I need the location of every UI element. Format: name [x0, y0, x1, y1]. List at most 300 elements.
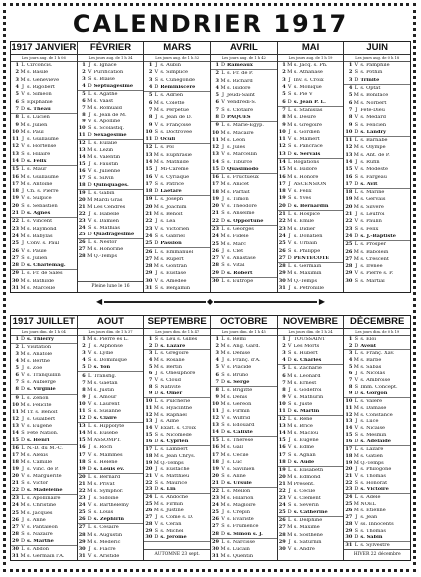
weekday-letter: M	[287, 430, 293, 437]
day-number: 18	[78, 458, 86, 465]
day-number: 21	[78, 480, 86, 487]
saint-name: s. Gontran	[160, 264, 187, 270]
day-row	[144, 62, 210, 69]
weekday-letter: D	[154, 84, 159, 91]
weekday-letter: L	[354, 446, 359, 453]
saint-name: s. Paulin	[360, 219, 382, 225]
day-number: 18	[278, 188, 286, 195]
day-number: 28	[145, 263, 153, 270]
saint-name: s. Agnès	[27, 211, 51, 217]
day-row	[278, 129, 344, 136]
weekday-letter: V	[87, 168, 92, 175]
weekday-letter: M	[353, 363, 359, 370]
saint-name: Exalt. s. Croix	[160, 425, 196, 431]
saint-name: s. Anne	[27, 517, 46, 523]
weekday-letter: J	[21, 516, 24, 523]
weekday-letter: M	[20, 552, 26, 559]
weekday-letter: M	[353, 151, 359, 158]
saint-name: s. Robert	[227, 270, 253, 276]
saint-name: s. Cloud	[160, 378, 181, 384]
saint-name: Oculi	[160, 137, 176, 143]
saint-name: s. Madeleine	[27, 488, 63, 494]
weekday-letter: V	[354, 377, 359, 384]
saint-name: s. Ignace	[93, 62, 117, 68]
day-row	[11, 84, 77, 91]
weekday-letter: D	[354, 128, 359, 135]
day-number: 3	[348, 76, 353, 83]
day-row	[344, 173, 410, 180]
weekday-letter: M	[220, 552, 226, 559]
day-row	[211, 85, 277, 92]
saint-name: s. Barthélemy	[93, 503, 129, 509]
saint-name: s. Sébastien	[27, 203, 58, 209]
day-row	[78, 98, 144, 105]
saint-name: s. Zacharie	[293, 366, 322, 372]
day-row	[278, 143, 344, 150]
weekday-letter: J	[222, 247, 225, 254]
day-number: 17	[278, 451, 286, 458]
saint-name: s. Martial	[360, 278, 385, 284]
day-number: 30	[78, 545, 86, 552]
saint-name: Q.-Temps	[360, 460, 384, 466]
saint-name: s. Etienne	[360, 508, 386, 514]
day-number: 26	[278, 517, 286, 524]
weekday-letter: J	[88, 111, 91, 118]
weekday-letter: M	[20, 69, 26, 76]
saint-name: s. Pétronille	[293, 286, 324, 292]
saint-name: s. Louis év.	[93, 466, 125, 472]
weekday-letter: J	[222, 407, 225, 414]
day-row	[11, 473, 77, 480]
weekday-letter: S	[221, 523, 225, 530]
day-number: 30	[212, 277, 220, 284]
day-number: 2	[348, 69, 353, 76]
weekday-letter: D	[87, 132, 92, 139]
day-row	[144, 343, 210, 351]
day-number: 15	[278, 437, 286, 444]
day-row	[78, 401, 144, 408]
saint-name: s. Georges	[227, 226, 254, 232]
day-row	[278, 203, 344, 211]
day-number: 16	[78, 168, 86, 175]
day-number: 21	[145, 211, 153, 218]
day-number: 14	[78, 430, 86, 437]
saint-name: s. Aubin	[160, 63, 181, 69]
day-number: 15	[78, 437, 86, 444]
day-row	[344, 77, 410, 85]
day-row	[344, 466, 410, 473]
day-row	[278, 350, 344, 357]
saint-name: s. Mathurin	[293, 394, 324, 400]
day-number: 6	[348, 370, 353, 377]
day-number: 2	[148, 69, 153, 76]
day-row	[278, 509, 344, 517]
day-row	[78, 190, 144, 197]
day-row	[11, 255, 77, 262]
day-number: 13	[78, 147, 86, 154]
day-number: 6	[215, 99, 220, 106]
day-number: 12	[78, 415, 86, 422]
saint-name: s. Firmin	[160, 501, 184, 507]
day-number: 8	[148, 114, 153, 121]
weekday-letter: V	[21, 143, 25, 150]
saint-name: s. Mammès	[93, 452, 123, 458]
weekday-letter: J	[88, 161, 91, 168]
weekday-letter: M	[220, 240, 226, 247]
weekday-letter: V	[87, 400, 92, 407]
day-number: 31	[78, 552, 86, 559]
day-number: 13	[145, 151, 153, 158]
weekday-letter: J	[355, 370, 358, 377]
weekday-letter: S	[354, 121, 359, 128]
weekday-letter: S	[287, 451, 292, 458]
day-row	[278, 430, 344, 437]
weekday-letter: D	[20, 436, 25, 443]
saint-name: Fête-Dieu	[360, 107, 385, 113]
saint-name: s. Joseph	[160, 197, 184, 203]
day-number: 15	[345, 431, 353, 438]
day-list	[278, 336, 344, 560]
day-row	[278, 452, 344, 459]
day-row	[11, 546, 77, 553]
saint-name: s. Victoire	[360, 487, 389, 493]
day-number: 15	[345, 166, 353, 173]
day-row	[344, 159, 410, 166]
day-number: 6	[15, 372, 19, 379]
day-number: 16	[278, 173, 286, 180]
day-number: 22	[78, 210, 86, 217]
saint-name: s. Avit	[360, 181, 378, 187]
day-number: 11	[212, 407, 220, 414]
day-row	[78, 524, 144, 531]
weekday-letter: V	[154, 473, 159, 479]
day-number: 29	[145, 527, 153, 534]
weekday-letter: L	[354, 241, 359, 248]
day-row	[11, 98, 77, 105]
saint-name: s. Agathe	[93, 91, 118, 97]
day-number: 26	[345, 507, 353, 514]
saint-name: s. Eugène	[27, 423, 52, 429]
day-number: 8	[15, 386, 19, 393]
weekday-letter: V	[221, 415, 225, 422]
weekday-letter: M	[287, 121, 293, 128]
day-row	[278, 247, 344, 254]
weekday-letter: S	[221, 371, 225, 378]
saint-name: Vendredi-S.	[227, 100, 257, 106]
weekday-letter: M	[287, 473, 293, 480]
day-number: 11	[145, 136, 153, 143]
weekday-letter: V	[87, 451, 92, 458]
day-number: 13	[212, 422, 220, 429]
weekday-letter: S	[287, 400, 292, 407]
day-number: 30	[12, 277, 19, 284]
weekday-letter: L	[154, 398, 158, 405]
day-number: 25	[212, 240, 220, 247]
saint-name: s. Savinien	[227, 466, 255, 472]
day-row	[78, 336, 144, 343]
day-number: 28	[212, 262, 220, 269]
weekday-letter: D	[354, 390, 359, 397]
day-number: 9	[15, 121, 19, 128]
weekday-letter: V	[21, 473, 25, 480]
saint-name: s. Evariste	[227, 517, 254, 523]
day-number: 30	[12, 545, 19, 552]
weekday-letter: M	[353, 196, 359, 203]
day-row	[278, 166, 344, 173]
saint-name: s. Jean Chrys.	[160, 453, 196, 459]
weekday-letter: J	[288, 386, 291, 393]
saint-name: s. Denise	[227, 351, 251, 357]
saint-name: s. Louis	[93, 510, 114, 516]
saint-name: s. Leufroi	[360, 212, 385, 218]
saint-name: Quasimodo	[227, 166, 259, 172]
day-row	[11, 480, 77, 487]
weekday-letter: M	[153, 263, 159, 270]
day-number: 24	[212, 233, 220, 240]
weekday-letter: V	[287, 545, 292, 552]
saint-name: s. Barbe	[360, 357, 382, 363]
day-number: 14	[145, 425, 153, 431]
weekday-letter: S	[154, 128, 159, 135]
day-number: 16	[12, 444, 19, 451]
weekday-letter: V	[21, 523, 25, 530]
weekday-letter: M	[87, 147, 93, 154]
day-number: 24	[12, 502, 19, 509]
weekday-letter: L	[288, 159, 292, 165]
day-number: 18	[12, 188, 19, 195]
month-name: JUIN	[344, 42, 410, 55]
saint-name: s. Nicaise	[360, 425, 385, 431]
day-row	[11, 240, 77, 247]
day-number: 20	[78, 473, 86, 480]
weekday-letter: V	[154, 377, 159, 384]
day-number: 3	[282, 76, 286, 83]
saint-name: s. Maximin	[293, 271, 322, 277]
day-row	[11, 166, 77, 173]
day-row	[11, 487, 77, 495]
saint-name: s. Eustache	[160, 467, 190, 473]
day-number: 30	[145, 534, 153, 541]
weekday-letter: V	[354, 520, 359, 527]
day-number: 16	[212, 174, 220, 181]
saint-name: s. Clet	[227, 248, 244, 254]
weekday-letter: S	[154, 76, 159, 83]
weekday-letter: S	[154, 527, 159, 534]
day-row	[211, 233, 277, 240]
weekday-letter: V	[354, 62, 359, 69]
day-number: 20	[345, 203, 353, 210]
weekday-letter: J	[155, 418, 158, 425]
day-number: 4	[82, 357, 86, 364]
empty-row	[278, 553, 344, 560]
empty-row	[78, 267, 144, 274]
weekday-letter: D	[87, 231, 92, 238]
empty-row	[78, 274, 144, 281]
month-name: SEPTEMBRE	[144, 316, 210, 329]
saint-name: s. Yves	[293, 196, 312, 202]
day-number: 13	[78, 423, 86, 430]
day-row	[144, 514, 210, 521]
saint-name: s. Eugène	[293, 438, 319, 444]
saint-name: s. Silvin	[93, 175, 114, 181]
weekday-letter: L	[221, 437, 225, 444]
weekday-letter: M	[220, 136, 226, 143]
weekday-letter: M	[153, 405, 159, 411]
day-row	[144, 204, 210, 211]
day-number: 8	[282, 386, 286, 393]
day-row	[78, 154, 144, 161]
saint-name: s. Bathilde	[27, 278, 54, 284]
weekday-letter: D	[221, 429, 226, 436]
day-number: 20	[278, 473, 286, 480]
day-number: 15	[145, 166, 153, 173]
day-number: 22	[278, 218, 286, 225]
saint-name: s. Apolline	[93, 119, 121, 125]
day-row	[344, 137, 410, 144]
saint-name: s. Optat	[360, 86, 381, 92]
day-row	[78, 387, 144, 394]
weekday-letter: S	[354, 225, 359, 232]
day-number: 18	[212, 188, 220, 195]
day-row	[344, 534, 410, 542]
weekday-letter: L	[88, 473, 92, 480]
saint-name: s. Amédée	[160, 278, 187, 284]
weekday-letter: M	[20, 401, 26, 408]
saint-name: s. Pie V	[293, 92, 313, 98]
day-number: 15	[78, 161, 86, 168]
day-number: 5	[148, 92, 153, 99]
day-row	[211, 523, 277, 530]
day-row	[344, 486, 410, 494]
saint-name: s. Raphaël	[160, 412, 187, 418]
day-row	[11, 188, 77, 195]
arrow-right-icon: ▶	[318, 297, 325, 306]
day-row	[344, 377, 410, 384]
day-number: 30	[278, 277, 286, 284]
day-row	[144, 226, 210, 233]
weekday-letter: S	[287, 143, 292, 150]
saint-name: s. Emmanuel	[160, 249, 194, 255]
saint-name: s. Marc	[227, 241, 247, 247]
day-number: 24	[278, 502, 286, 509]
saint-name: s. Jules	[227, 145, 246, 151]
day-row	[11, 247, 77, 254]
second-half-year	[10, 315, 411, 561]
weekday-letter: D	[154, 486, 159, 493]
day-row	[144, 84, 210, 92]
day-number: 18	[345, 452, 353, 459]
day-row	[344, 391, 410, 399]
day-row	[11, 423, 77, 430]
day-row	[144, 460, 210, 467]
weekday-letter: M	[153, 459, 159, 466]
saint-name: s. Sabin	[360, 535, 383, 541]
day-number: 3	[215, 350, 220, 357]
day-number: 28	[12, 530, 19, 537]
day-row	[211, 343, 277, 350]
day-row	[144, 439, 210, 447]
day-number: 27	[145, 514, 153, 521]
weekday-letter: L	[88, 524, 92, 531]
saint-name: s. Maclou	[293, 431, 319, 437]
day-row	[78, 112, 144, 119]
day-number: 23	[278, 225, 286, 232]
weekday-letter: M	[220, 495, 226, 502]
weekday-letter: S	[221, 262, 225, 269]
weekday-letter: M	[353, 405, 359, 411]
saint-name: s. Joachim	[160, 204, 187, 210]
day-row	[344, 542, 410, 549]
weekday-letter: J	[155, 270, 158, 277]
day-number: 4	[15, 84, 19, 91]
weekday-letter: M	[20, 128, 26, 135]
day-number: 11	[78, 407, 86, 414]
weekday-letter: J	[222, 195, 225, 202]
saint-name: s. Siméon	[27, 92, 52, 98]
day-row	[144, 528, 210, 535]
weekday-letter: D	[87, 415, 92, 422]
empty-row	[211, 285, 277, 292]
day-row	[144, 398, 210, 405]
day-number: 4	[148, 357, 153, 363]
saint-name: s. Céran	[160, 521, 182, 527]
weekday-letter: D	[154, 342, 159, 349]
weekday-letter: V	[354, 473, 359, 479]
day-number: 5	[282, 365, 286, 372]
day-length-note: Les jours aug. de 1 h 34	[78, 55, 144, 62]
day-row	[11, 344, 77, 351]
day-row	[211, 174, 277, 181]
weekday-letter: M	[287, 277, 293, 284]
day-row	[344, 204, 410, 211]
day-row	[211, 495, 277, 502]
weekday-letter: S	[221, 106, 225, 113]
saint-name: s. Médéric	[93, 539, 121, 545]
day-row	[344, 144, 410, 151]
saint-name: s. Catherine	[293, 510, 328, 516]
weekday-letter: S	[354, 527, 359, 534]
saint-name: s. Eulalie	[93, 141, 118, 147]
month-name: 1917 JANVIER	[11, 42, 77, 53]
saint-name: s. Camille	[27, 460, 53, 466]
saint-name: s. Paul	[27, 129, 44, 135]
weekday-letter: L	[154, 92, 158, 99]
day-row	[144, 256, 210, 263]
day-row	[78, 83, 144, 91]
day-row	[278, 444, 344, 451]
saint-name: s. Mesmin	[360, 432, 387, 438]
day-number: 15	[145, 431, 153, 438]
day-number: 1	[282, 336, 286, 343]
saint-name: s. Théodore	[227, 204, 257, 210]
day-number: 19	[12, 466, 19, 473]
day-row	[11, 278, 77, 285]
day-number: 5	[148, 363, 153, 370]
saint-name: Jeudi-Saint	[227, 93, 255, 99]
saint-name: s. Adrien	[160, 93, 184, 99]
weekday-letter: V	[21, 247, 25, 254]
weekday-letter: D	[87, 82, 92, 89]
saint-name: s. Marie-Egyp.	[227, 123, 264, 129]
day-row	[144, 521, 210, 528]
weekday-letter: L	[221, 538, 225, 545]
weekday-letter: J	[355, 263, 358, 270]
saint-name: s. Juste	[293, 401, 313, 407]
day-row	[278, 539, 344, 546]
weekday-letter: V	[87, 502, 92, 509]
day-number: 15	[12, 436, 19, 443]
day-row	[144, 377, 210, 384]
